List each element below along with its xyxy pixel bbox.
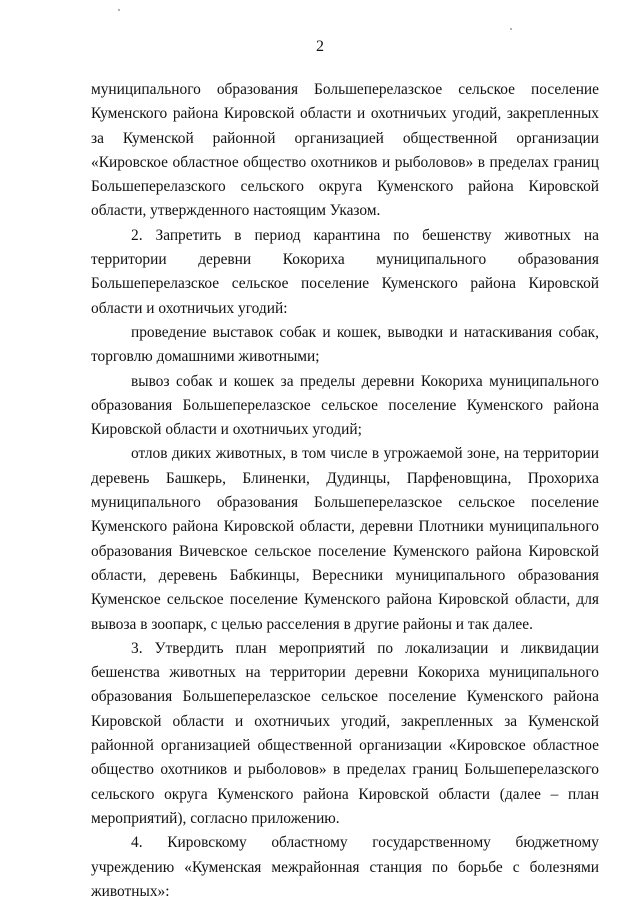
page-number: 2 [316,38,324,55]
paragraph-subitem-export: вывоз собак и кошек за пределы деревни Кокориха муниципального образования Большеперелазское сельское поселение Куменского района Кировской области и охотничьих угодий; [91,372,599,439]
paragraph-item-4: 4. Кировскому областному государственному бюджетному учреждению «Куменская межрайонная станция по борьбе с болезнями животных»: [91,834,599,900]
scan-speck [510,28,512,30]
paragraph-item-2: 2. Запретить в период карантина по бешенству животных на территории деревни Кокориха муниципального образования Большеперелазское сельское поселение Куменского района Кировской области и охотничьих угодий: [91,226,599,317]
paragraph-subitem-capture: отлов диких животных, в том числе в угрожаемой зоне, на территории деревень Башкерь, Блиненки, Дудинцы, Парфеновщина, Прохориха муниципального образования Большеперелазское сельское поселение Куменского района Кировской области, деревни Плотники муниципального образования Вичевское сельское поселение Куменского района Кировской области, деревень Бабкинцы, Вересники муниципального образования Куменское сельское поселение Куменского района Кировской области, для вывоза в зоопарк, с целью расселения в другие районы и так далее. [91,445,599,633]
paragraph-item-3: 3. Утвердить план мероприятий по локализации и ликвидации бешенства животных на территории деревни Кокориха муниципального образования Большеперелазское сельское поселение Куменского района Кировской области и охотничьих угодий, закрепленных за Куменской районной организацией общественной организации «Кировское областное общество охотников и рыболовов» в пределах границ Большеперелазского сельского округа Куменского района Кировской области (далее – план мероприятий), согласно приложению. [91,639,599,827]
document-body [91,78,599,904]
scan-speck [118,9,120,11]
paragraph-subitem-exhibitions: проведение выставок собак и кошек, выводки и натаскивания собак, торговлю домашними животными; [91,323,599,366]
paragraph-continuation: муниципального образования Большеперелазское сельское поселение Куменского района Кировской области и охотничьих угодий, закрепленных за Куменской районной организацией общественной организации «Кировское областное общество охотников и рыболовов» в пределах границ Большеперелазского сельского округа Куменского района Кировской области, утвержденного настоящим Указом. [91,81,599,220]
